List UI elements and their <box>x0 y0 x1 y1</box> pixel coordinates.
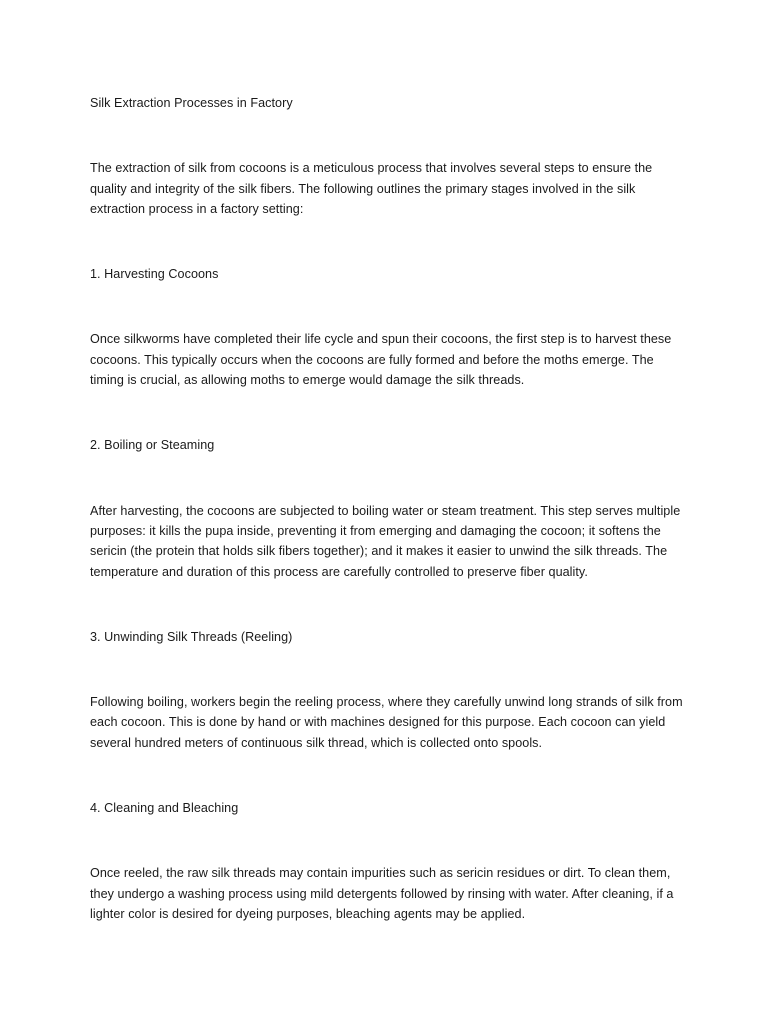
section-heading-reeling: 3. Unwinding Silk Threads (Reeling) <box>90 629 293 644</box>
section-body-cleaning: Once reeled, the raw silk threads may contain impurities such as sericin residues or dirt. To clean them, they undergo a washing process using mild detergents followed by rinsing with water. After cleaning, if a lighter color is desired for dyeing purposes, bleaching agents may be applied. <box>90 866 674 921</box>
section-heading-cleaning: 4. Cleaning and Bleaching <box>90 801 239 816</box>
document-content <box>90 93 690 969</box>
document-title: Silk Extraction Processes in Factory <box>90 96 293 110</box>
section-heading-boiling: 2. Boiling or Steaming <box>90 438 215 453</box>
section-heading-harvesting: 1. Harvesting Cocoons <box>90 267 219 282</box>
intro-paragraph: The extraction of silk from cocoons is a meticulous process that involves several steps to ensure the quality and integrity of the silk fibers. The following outlines the primary stages involved in the silk extraction process in a factory setting: <box>90 161 653 216</box>
section-body-boiling: After harvesting, the cocoons are subjected to boiling water or steam treatment. This step serves multiple purposes: it kills the pupa inside, preventing it from emerging and damaging the cocoon; it softens the sericin (the protein that holds silk fibers together); and it makes it easier to unwind the silk threads. The temperature and duration of this process are carefully controlled to preserve fiber quality. <box>90 503 681 579</box>
section-body-harvesting: Once silkworms have completed their life cycle and spun their cocoons, the first step is to harvest these cocoons. This typically occurs when the cocoons are fully formed and before the moths emerge. The timing is crucial, as allowing moths to emerge would damage the silk threads. <box>90 332 672 388</box>
section-body-reeling: Following boiling, workers begin the reeling process, where they carefully unwind long strands of silk from each cocoon. This is done by hand or with machines designed for this purpose. Each cocoon can yield several hundred meters of continuous silk thread, which is collected onto spools. <box>90 695 683 750</box>
